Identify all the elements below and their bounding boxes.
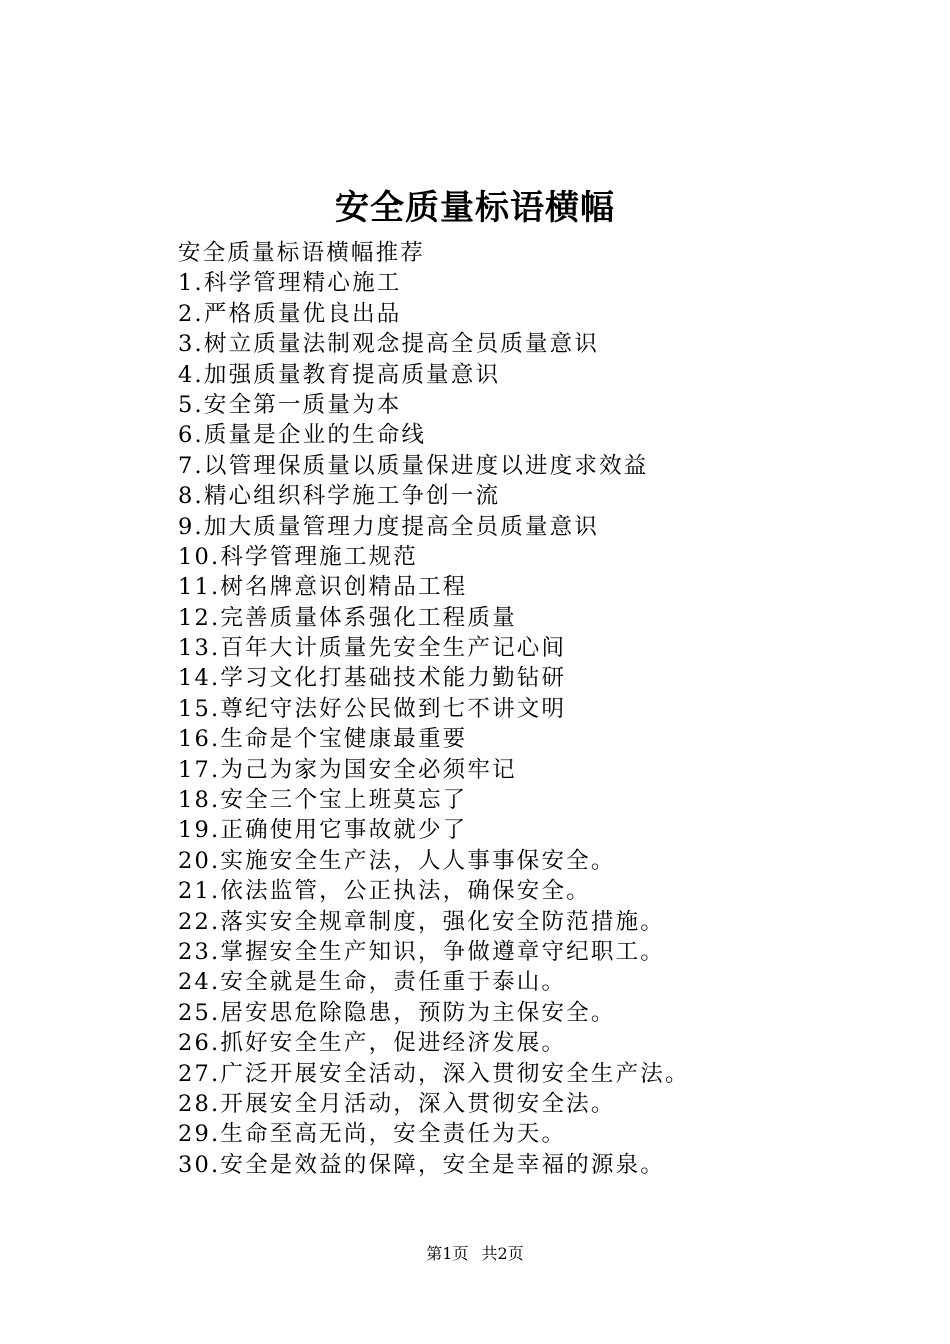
slogan-item: 6.质量是企业的生命线 [178, 422, 427, 449]
slogan-item: 12.完善质量体系强化工程质量 [178, 604, 517, 631]
slogan-item: 21.依法监管，公正执法，确保安全。 [178, 878, 591, 905]
slogan-item: 5.安全第一质量为本 [178, 391, 402, 418]
slogan-item: 16.生命是个宝健康最重要 [178, 726, 468, 753]
slogan-item: 19.正确使用它事故就少了 [178, 817, 468, 844]
slogan-list [178, 268, 918, 1180]
slogan-item: 23.掌握安全生产知识，争做遵章守纪职工。 [178, 938, 665, 965]
slogan-item: 2.严格质量优良出品 [178, 300, 402, 327]
slogan-item: 17.为己为家为国安全必须牢记 [178, 756, 517, 783]
slogan-item: 25.居安思危除隐患，预防为主保安全。 [178, 999, 616, 1026]
page-title: 安全质量标语横幅 [335, 188, 615, 228]
slogan-item: 20.实施安全生产法，人人事事保安全。 [178, 847, 616, 874]
slogan-item: 9.加大质量管理力度提高全员质量意识 [178, 513, 600, 540]
slogan-item: 27.广泛开展安全活动，深入贯彻安全生产法。 [178, 1060, 690, 1087]
slogan-item: 10.科学管理施工规范 [178, 543, 418, 570]
slogan-item: 8.精心组织科学施工争创一流 [178, 483, 501, 510]
slogan-item: 30.安全是效益的保障，安全是幸福的源泉。 [178, 1151, 665, 1178]
slogan-item: 14.学习文化打基础技术能力勤钻研 [178, 665, 567, 692]
slogan-item: 22.落实安全规章制度，强化安全防范措施。 [178, 908, 665, 935]
slogan-item: 29.生命至高无尚，安全责任为天。 [178, 1121, 567, 1148]
slogan-item: 28.开展安全月活动，深入贯彻安全法。 [178, 1090, 616, 1117]
page-number-total: 共2页 [481, 1244, 524, 1263]
page-number-current: 第1页 [426, 1244, 469, 1263]
slogan-item: 7.以管理保质量以质量保进度以进度求效益 [178, 452, 649, 479]
document-subtitle: 安全质量标语横幅推荐 [178, 240, 426, 266]
slogan-item: 4.加强质量教育提高质量意识 [178, 361, 501, 388]
slogan-item: 15.尊纪守法好公民做到七不讲文明 [178, 695, 567, 722]
document-body [178, 238, 918, 1180]
slogan-item: 3.树立质量法制观念提高全员质量意识 [178, 331, 600, 358]
page-footer [0, 1243, 950, 1265]
slogan-item: 11.树名牌意识创精品工程 [178, 574, 468, 601]
slogan-item: 1.科学管理精心施工 [178, 270, 402, 297]
slogan-item: 26.抓好安全生产，促进经济发展。 [178, 1030, 567, 1057]
slogan-item: 13.百年大计质量先安全生产记心间 [178, 635, 567, 662]
slogan-item: 24.安全就是生命，责任重于泰山。 [178, 969, 567, 996]
slogan-item: 18.安全三个宝上班莫忘了 [178, 787, 468, 814]
